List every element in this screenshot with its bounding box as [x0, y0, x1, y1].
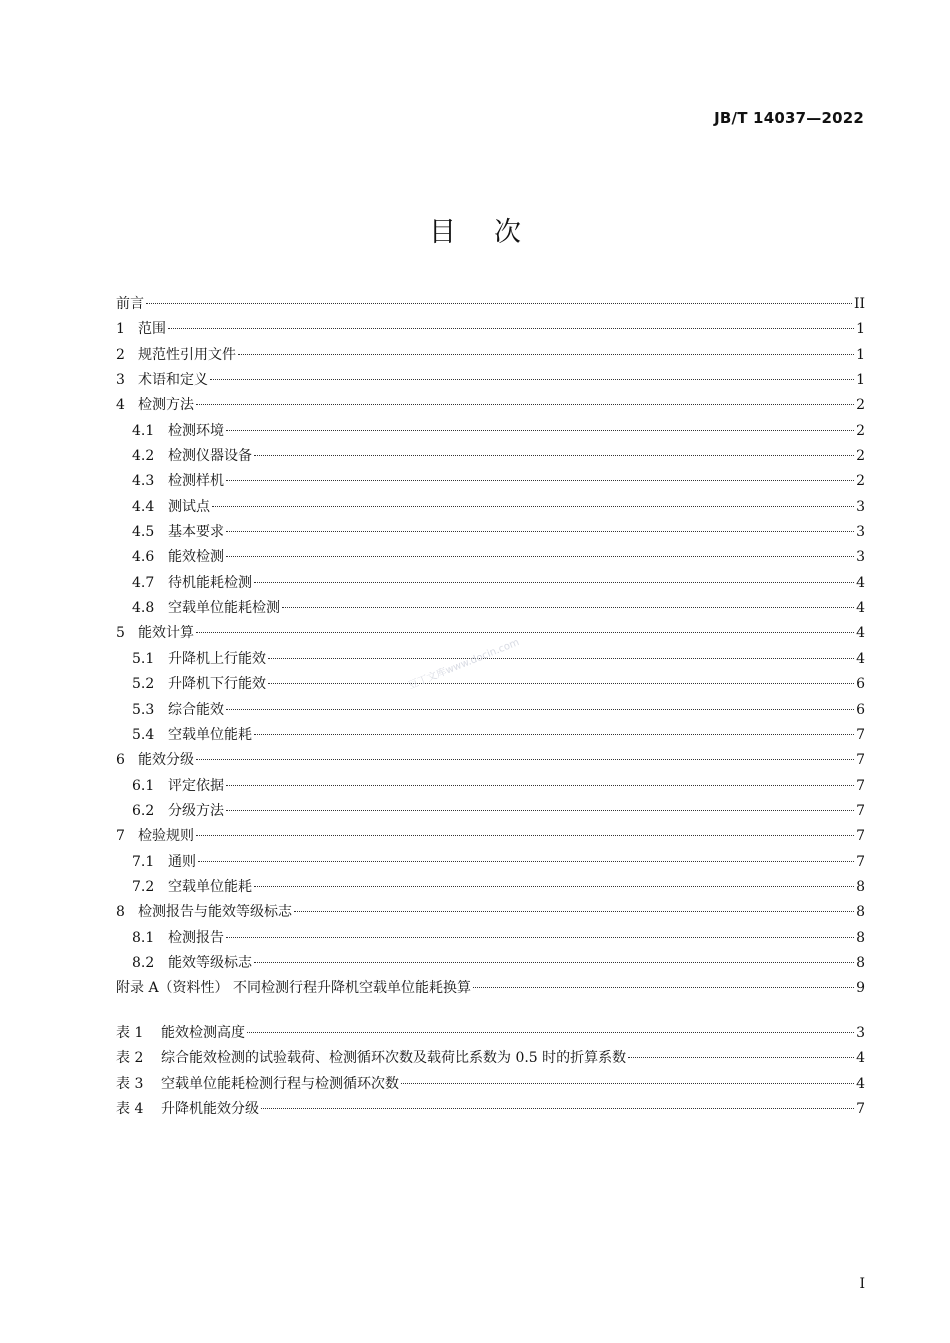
toc-entry[interactable]: [116, 976, 865, 1001]
toc-entry-number: 5: [116, 625, 125, 642]
toc-entry-label: 能效检测: [168, 549, 224, 566]
toc-entry-number: 4.4: [132, 498, 155, 515]
toc-entry-label: 空载单位能耗: [168, 726, 252, 743]
toc-entry-number: 8.2: [132, 954, 155, 971]
dot-leader: [212, 506, 854, 507]
dot-leader: [268, 683, 854, 684]
toc-entry[interactable]: [116, 951, 865, 976]
toc-entry-label: 综合能效检测的试验载荷、检测循环次数及载荷比系数为 0.5 时的折算系数: [161, 1050, 627, 1067]
toc-entry[interactable]: [116, 1021, 865, 1046]
toc-entry[interactable]: [116, 368, 865, 393]
dot-leader: [226, 480, 854, 481]
toc-entry-label: 范围: [138, 321, 166, 338]
page-title: 目次: [429, 217, 559, 248]
toc-entry-number: 4.3: [132, 473, 155, 490]
toc-entry-page: 4: [856, 1075, 865, 1092]
dot-leader: [226, 556, 854, 557]
toc-entry-page: 2: [856, 448, 865, 465]
toc-entry-label: 空载单位能耗检测: [168, 600, 280, 617]
toc-entry-page: 7: [856, 853, 865, 870]
toc-entry-number: 4.7: [132, 574, 155, 591]
toc-entry-page: 8: [856, 954, 865, 971]
toc-entry-label: 能效计算: [138, 625, 194, 642]
toc-entry[interactable]: [116, 1072, 865, 1097]
dot-leader: [196, 632, 854, 633]
toc-entry-page: 6: [856, 676, 865, 693]
toc-entry-number: 1: [116, 321, 125, 338]
toc-entry-page: 8: [856, 878, 865, 895]
toc-entry-label: 附录 A（资料性） 不同检测行程升降机空载单位能耗换算: [116, 980, 472, 997]
toc-entry-label: 空载单位能耗检测行程与检测循环次数: [161, 1075, 399, 1092]
toc-entry-number: 4.6: [132, 549, 155, 566]
toc-entry[interactable]: [116, 723, 865, 748]
toc-entry-page: 4: [856, 574, 865, 591]
dot-leader: [196, 759, 854, 760]
toc-entry-number: 6.1: [132, 777, 155, 794]
dot-leader: [261, 1108, 854, 1109]
toc-entry-page: 2: [856, 473, 865, 490]
toc-entry[interactable]: [116, 317, 865, 342]
dot-leader: [210, 379, 854, 380]
dot-leader: [254, 734, 854, 735]
toc-entry-number: 7.1: [132, 853, 155, 870]
toc-entry[interactable]: [116, 748, 865, 773]
toc-entry-label: 前言: [116, 296, 144, 312]
dot-leader: [254, 582, 854, 583]
toc-entry-page: 2: [856, 422, 865, 439]
toc-entry-number: 表 3: [116, 1075, 144, 1092]
toc-entry-label: 待机能耗检测: [168, 574, 252, 591]
toc-entry-page: 6: [856, 701, 865, 718]
toc-entry-label: 检测报告与能效等级标志: [138, 904, 292, 921]
toc-entry-number: 4.1: [132, 422, 155, 439]
toc-entry[interactable]: [116, 545, 865, 570]
toc-entry-number: 表 1: [116, 1025, 144, 1041]
toc-entry-page: 8: [856, 904, 865, 921]
toc-entry-page: 7: [856, 802, 865, 819]
toc-entry[interactable]: [116, 774, 865, 799]
toc-entry-number: 3: [116, 372, 125, 389]
toc-entry-page: 1: [856, 372, 865, 389]
toc-entry-page: II: [853, 296, 865, 312]
page-number: I: [859, 1276, 865, 1292]
toc-entry-label: 通则: [168, 853, 196, 870]
toc-entry-label: 升降机上行能效: [168, 650, 266, 667]
toc-entry[interactable]: [116, 495, 865, 520]
toc-entry-number: 5.3: [132, 701, 155, 718]
toc-entry-page: 4: [856, 1050, 865, 1067]
dot-leader: [254, 962, 854, 963]
toc-entry-page: 7: [856, 1101, 865, 1118]
dot-leader: [254, 455, 854, 456]
toc-entry-number: 7: [116, 828, 125, 845]
toc-entry-label: 检验规则: [138, 828, 194, 845]
toc-entry-label: 检测报告: [168, 929, 224, 946]
toc-entry-label: 能效等级标志: [168, 954, 252, 971]
dot-leader: [198, 861, 854, 862]
toc-entry-label: 能效分级: [138, 752, 194, 769]
toc-entry[interactable]: [116, 1097, 865, 1122]
toc-entry[interactable]: [116, 444, 865, 469]
toc-entry-label: 检测样机: [168, 473, 224, 490]
toc-entry-number: 6.2: [132, 802, 155, 819]
toc-entry-page: 3: [856, 498, 865, 515]
toc-entry-page: 7: [856, 752, 865, 769]
toc-entry-number: 4.8: [132, 600, 155, 617]
toc-entry[interactable]: [116, 926, 865, 951]
toc-entry[interactable]: [116, 824, 865, 849]
list-of-tables: [116, 1021, 865, 1122]
toc-entry-page: 1: [856, 321, 865, 338]
toc-entry[interactable]: [116, 672, 865, 697]
toc-entry[interactable]: [116, 596, 865, 621]
dot-leader: [238, 354, 854, 355]
toc-entry-page: 4: [856, 600, 865, 617]
dot-leader: [226, 430, 854, 431]
dot-leader: [254, 886, 854, 887]
dot-leader: [294, 911, 854, 912]
toc-entry-page: 4: [856, 650, 865, 667]
toc-entry-number: 表 2: [116, 1050, 144, 1067]
dot-leader: [196, 835, 854, 836]
toc-entry-page: 7: [856, 777, 865, 794]
toc-entry-page: 3: [856, 549, 865, 566]
toc-entry-label: 能效检测高度: [161, 1025, 245, 1041]
toc-entry-page: 9: [856, 980, 865, 997]
toc-entry-label: 术语和定义: [138, 372, 208, 389]
toc-entry-number: 8: [116, 904, 125, 921]
toc-entry-number: 8.1: [132, 929, 155, 946]
toc-entry-label: 升降机能效分级: [161, 1101, 259, 1118]
dot-leader: [282, 607, 854, 608]
dot-leader: [226, 810, 854, 811]
toc-entry-label: 空载单位能耗: [168, 878, 252, 895]
dot-leader: [401, 1083, 854, 1084]
dot-leader: [146, 303, 852, 304]
toc-entry-label: 评定依据: [168, 777, 224, 794]
toc-entry-number: 6: [116, 752, 125, 769]
toc-entry-page: 1: [856, 346, 865, 363]
toc-entry-number: 4.5: [132, 524, 155, 541]
toc-entry-number: 5.4: [132, 726, 155, 743]
toc-entry[interactable]: [116, 850, 865, 875]
toc-entry-label: 综合能效: [168, 701, 224, 718]
dot-leader: [268, 658, 854, 659]
dot-leader: [628, 1057, 854, 1058]
dot-leader: [226, 531, 854, 532]
toc-entry[interactable]: [116, 571, 865, 596]
dot-leader: [247, 1032, 854, 1033]
toc-entry[interactable]: [116, 419, 865, 444]
dot-leader: [226, 785, 854, 786]
toc-entry[interactable]: [116, 875, 865, 900]
dot-leader: [226, 709, 854, 710]
toc-entry-number: 4: [116, 397, 125, 414]
toc-entry-page: 2: [856, 397, 865, 414]
toc-entry-label: 检测环境: [168, 422, 224, 439]
toc-entry-label: 检测仪器设备: [168, 448, 252, 465]
dot-leader: [226, 937, 854, 938]
toc-entry[interactable]: [116, 393, 865, 418]
toc-entry[interactable]: [116, 900, 865, 925]
toc-entry[interactable]: [116, 469, 865, 494]
toc-entry[interactable]: [116, 343, 865, 368]
toc-entry-number: 7.2: [132, 878, 155, 895]
toc-entry[interactable]: [116, 520, 865, 545]
dot-leader: [473, 987, 854, 988]
toc-entry-number: 4.2: [132, 448, 155, 465]
dot-leader: [196, 404, 854, 405]
toc-entry-page: 7: [856, 726, 865, 743]
toc-entry-number: 5.2: [132, 676, 155, 693]
toc-entry[interactable]: [116, 698, 865, 723]
toc-entry[interactable]: [116, 292, 865, 317]
toc-entry-number: 5.1: [132, 650, 155, 667]
toc-entry[interactable]: [116, 1046, 865, 1071]
dot-leader: [168, 328, 854, 329]
toc-entry-page: 8: [856, 929, 865, 946]
watermark: 豆丁文库www.docin.com: [407, 637, 521, 692]
toc-entry-label: 分级方法: [168, 802, 224, 819]
toc-entry-page: 4: [856, 625, 865, 642]
toc-entry-label: 升降机下行能效: [168, 676, 266, 693]
toc-entry-label: 测试点: [168, 498, 210, 515]
document-code: JB/T 14037—2022: [714, 109, 864, 127]
toc-entry-label: 基本要求: [168, 524, 224, 541]
toc-entry-number: 2: [116, 346, 125, 363]
toc-entry[interactable]: [116, 799, 865, 824]
toc-entry-page: 3: [856, 1025, 865, 1041]
toc-entry-page: 3: [856, 524, 865, 541]
toc-entry-label: 规范性引用文件: [138, 346, 236, 363]
toc-entry-page: 7: [856, 828, 865, 845]
toc-entry-number: 表 4: [116, 1101, 144, 1118]
toc-entry-label: 检测方法: [138, 397, 194, 414]
